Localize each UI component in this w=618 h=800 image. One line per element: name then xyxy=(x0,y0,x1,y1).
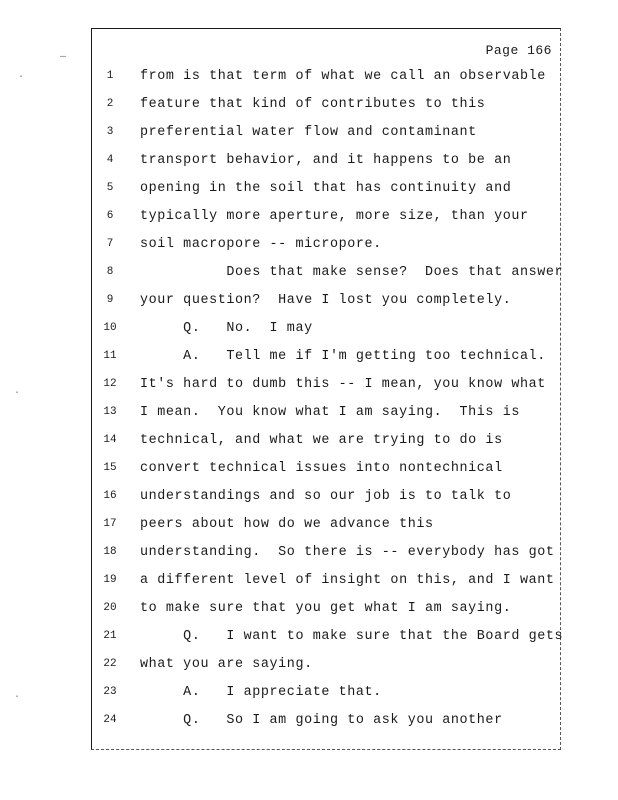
line-number: 14 xyxy=(103,434,117,446)
line-text: to make sure that you get what I am saying. xyxy=(140,601,512,616)
transcript-line xyxy=(92,265,564,289)
line-number: 8 xyxy=(106,266,114,278)
line-text: preferential water flow and contaminant xyxy=(140,125,477,140)
line-number: 4 xyxy=(106,154,114,166)
line-number: 23 xyxy=(103,686,117,698)
margin-tick: · xyxy=(14,388,21,399)
transcript-line xyxy=(92,377,560,401)
line-number: 13 xyxy=(103,406,117,418)
transcript-line xyxy=(92,293,560,317)
transcript-line xyxy=(92,153,560,177)
transcript-line xyxy=(92,517,560,541)
transcript-line xyxy=(92,601,560,625)
transcript-line xyxy=(92,657,560,681)
line-number: 3 xyxy=(106,126,114,138)
transcript-line xyxy=(92,97,560,121)
line-text: understanding. So there is -- everybody has got xyxy=(140,545,555,560)
line-text: Does that make sense? Does that answer xyxy=(140,265,564,280)
transcript-line xyxy=(92,349,560,373)
page-number: Page 166 xyxy=(485,43,552,58)
line-number: 2 xyxy=(106,98,114,110)
margin-tick: · xyxy=(14,692,21,703)
line-text: understandings and so our job is to talk to xyxy=(140,489,512,504)
line-number: 22 xyxy=(103,658,117,670)
line-number: 7 xyxy=(106,238,114,250)
transcript-line xyxy=(92,181,560,205)
transcript-line xyxy=(92,545,560,569)
line-text: typically more aperture, more size, than your xyxy=(140,209,529,224)
line-number: 5 xyxy=(106,182,114,194)
line-text: It's hard to dumb this -- I mean, you know what xyxy=(140,377,546,392)
line-text: your question? Have I lost you completely. xyxy=(140,293,512,308)
line-number: 11 xyxy=(103,350,117,362)
line-number: 10 xyxy=(103,322,117,334)
line-text: I mean. You know what I am saying. This is xyxy=(140,405,520,420)
line-number: 19 xyxy=(103,574,117,586)
transcript-line xyxy=(92,629,564,653)
transcript-line xyxy=(92,405,560,429)
line-number: 24 xyxy=(103,714,117,726)
transcript-line xyxy=(92,69,560,93)
transcript-line xyxy=(92,713,560,737)
transcript-line xyxy=(92,685,560,709)
line-number: 20 xyxy=(103,602,117,614)
transcript-line xyxy=(92,321,560,345)
line-text: transport behavior, and it happens to be an xyxy=(140,153,512,168)
transcript-page xyxy=(91,28,564,750)
line-text: A. Tell me if I'm getting too technical. xyxy=(140,349,546,364)
line-text: Q. I want to make sure that the Board gets xyxy=(140,629,564,644)
line-number: 18 xyxy=(103,546,117,558)
transcript-line xyxy=(92,237,560,261)
line-number: 16 xyxy=(103,490,117,502)
line-text: from is that term of what we call an observable xyxy=(140,69,546,84)
transcript-line xyxy=(92,489,560,513)
line-number: 1 xyxy=(106,70,114,82)
line-number: 9 xyxy=(106,294,114,306)
line-text: what you are saying. xyxy=(140,657,313,672)
transcript-line xyxy=(92,125,560,149)
margin-tick: — xyxy=(60,52,67,63)
line-number: 12 xyxy=(103,378,117,390)
line-text: opening in the soil that has continuity and xyxy=(140,181,512,196)
line-number: 21 xyxy=(103,630,117,642)
line-text: A. I appreciate that. xyxy=(140,685,382,700)
line-text: technical, and what we are trying to do is xyxy=(140,433,503,448)
line-number: 6 xyxy=(106,210,114,222)
line-text: peers about how do we advance this xyxy=(140,517,434,532)
line-text: feature that kind of contributes to this xyxy=(140,97,486,112)
line-text: Q. So I am going to ask you another xyxy=(140,713,503,728)
line-text: convert technical issues into nontechnical xyxy=(140,461,503,476)
line-number: 15 xyxy=(103,462,117,474)
transcript-line xyxy=(92,461,560,485)
transcript-line xyxy=(92,433,560,457)
transcript-line xyxy=(92,573,560,597)
line-text: soil macropore -- micropore. xyxy=(140,237,382,252)
transcript-line xyxy=(92,209,560,233)
margin-tick: · xyxy=(18,72,25,83)
line-text: a different level of insight on this, and I want xyxy=(140,573,555,588)
line-number: 17 xyxy=(103,518,117,530)
line-text: Q. No. I may xyxy=(140,321,313,336)
